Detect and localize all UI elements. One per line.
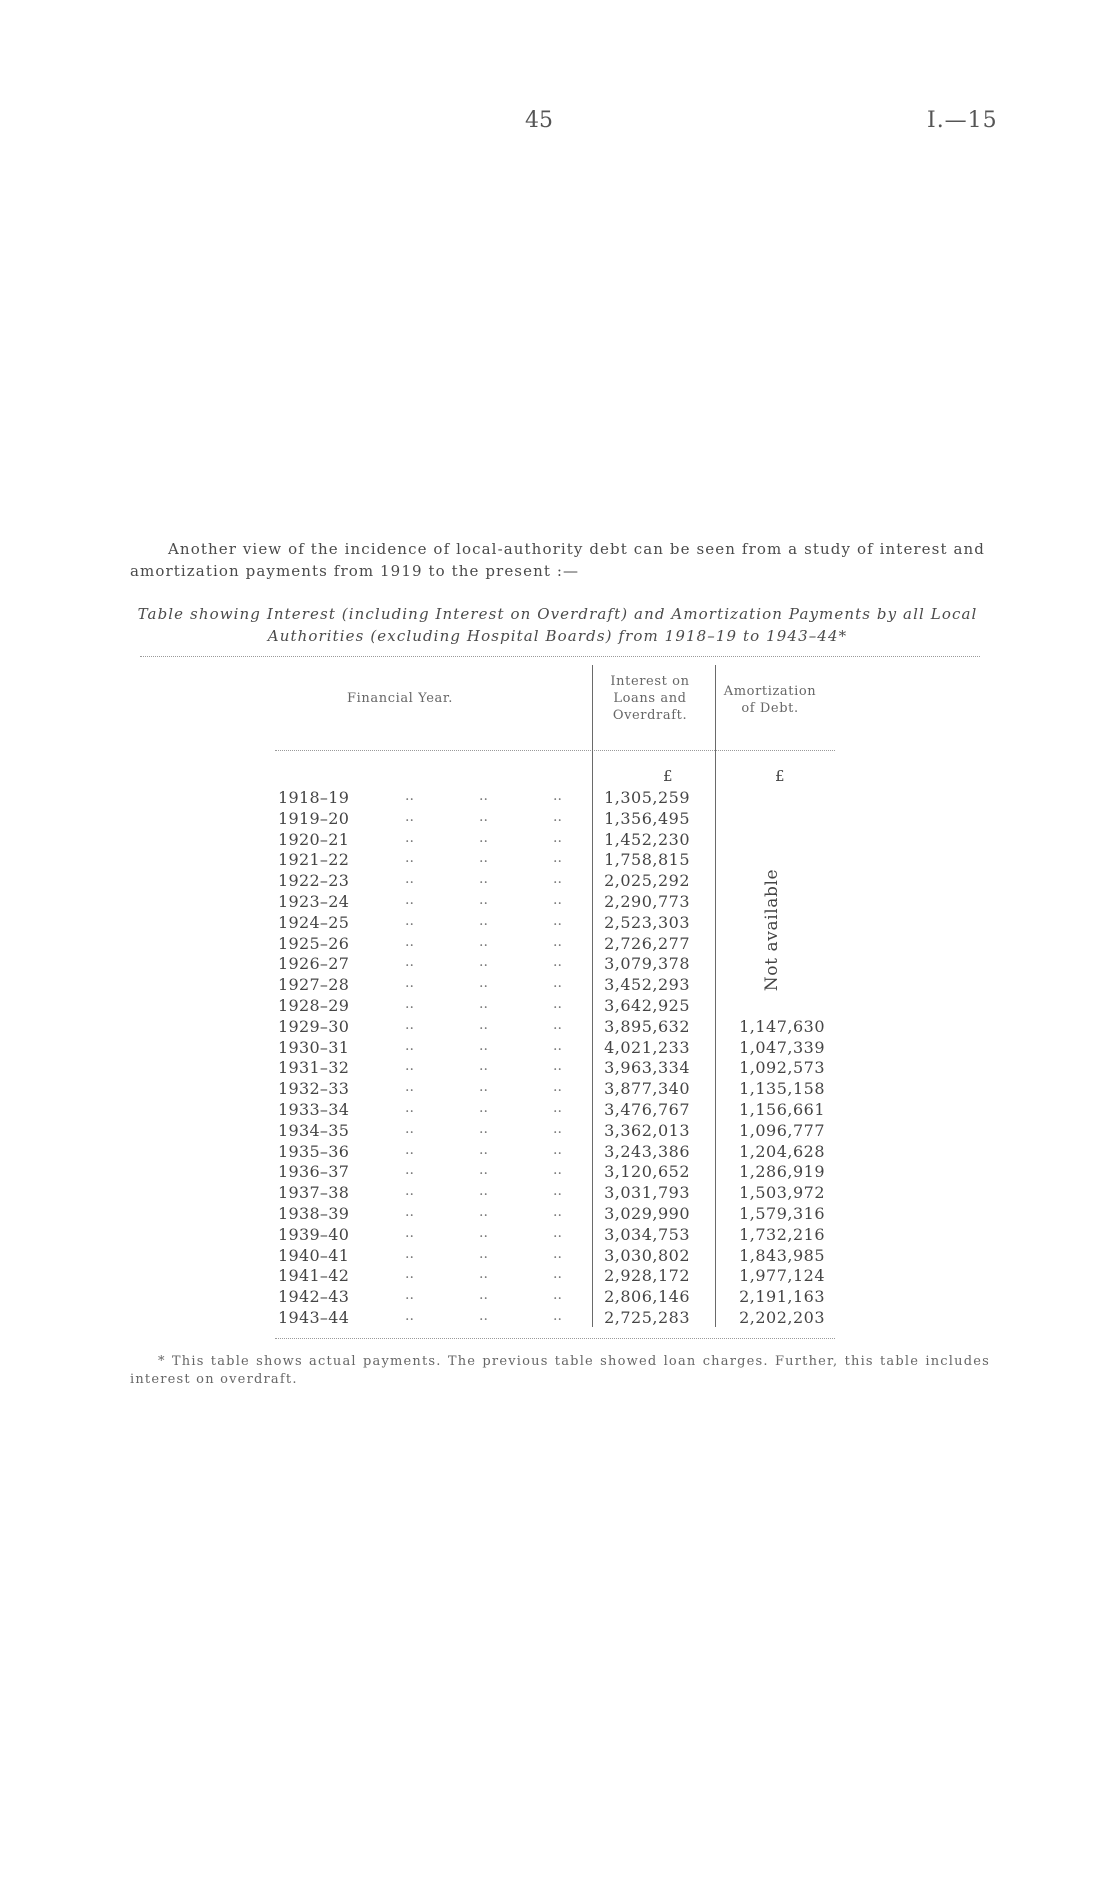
leader-dot-group: .. (553, 912, 562, 929)
leader-dot-group: .. (553, 1141, 562, 1158)
header-amortization-line-1: Amortization (723, 684, 817, 699)
footnote: * This table shows actual payments. The previous table showed loan charges. Further, this table includes interest on overdraft. (130, 1354, 990, 1387)
row-year: 1942–43 (278, 1287, 350, 1307)
leader-dot-group: .. (553, 954, 562, 971)
table-row (0, 1266, 1114, 1287)
leader-dot-group: .. (553, 1016, 562, 1033)
leader-dot-group: .. (553, 1245, 562, 1262)
row-interest-value: 1,356,495 (604, 808, 690, 828)
intro-paragraph: Another view of the incidence of local-authority debt can be seen from a study of interest and amortization payments from 1919 to the present :— (130, 540, 985, 580)
leader-dot-group: .. (405, 829, 414, 846)
leader-dot-group: .. (553, 1287, 562, 1304)
leader-dot-group: .. (405, 954, 414, 971)
table-row (0, 1246, 1114, 1267)
leader-dot-group: .. (479, 871, 488, 888)
row-year: 1929–30 (278, 1016, 350, 1036)
row-amortization-value: 1,147,630 (739, 1016, 825, 1036)
table-row (0, 1100, 1114, 1121)
header-amortization (710, 683, 830, 717)
table-row (0, 1038, 1114, 1059)
leader-dot-group: .. (405, 1287, 414, 1304)
table-row (0, 1162, 1114, 1183)
row-interest-value: 3,895,632 (604, 1016, 690, 1036)
table-bottom-rule (275, 1338, 835, 1339)
row-amortization-value: 1,977,124 (739, 1266, 825, 1286)
table-row (0, 809, 1114, 830)
leader-dot-group: .. (479, 1287, 488, 1304)
row-year: 1936–37 (278, 1162, 350, 1182)
row-amortization-value: 2,191,163 (739, 1287, 825, 1307)
table-row (0, 830, 1114, 851)
table-row (0, 1204, 1114, 1225)
table-row (0, 871, 1114, 892)
leader-dot-group: .. (479, 912, 488, 929)
row-year: 1940–41 (278, 1245, 350, 1265)
leader-dot-group: .. (479, 996, 488, 1012)
leader-dot-group: .. (553, 1079, 562, 1096)
leader-dot-group: .. (479, 1183, 488, 1200)
row-interest-value: 3,452,293 (604, 975, 690, 995)
row-interest-value: 2,290,773 (604, 892, 690, 911)
header-interest (600, 673, 700, 724)
leader-dot-group: .. (405, 808, 414, 825)
leader-dot-group: .. (553, 871, 562, 888)
row-year: 1922–23 (278, 871, 350, 891)
leader-dot-group: .. (405, 1266, 414, 1283)
table-row (0, 1058, 1114, 1079)
row-interest-value: 2,806,146 (604, 1287, 690, 1307)
row-year: 1925–26 (278, 933, 350, 953)
row-interest-value: 2,523,303 (604, 912, 690, 932)
leader-dot-group: .. (553, 933, 562, 950)
leader-dot-group: .. (553, 1058, 562, 1075)
leader-dot-group: .. (479, 1037, 488, 1054)
page-reference: I.—15 (927, 108, 998, 133)
leader-dot-group: .. (553, 1266, 562, 1283)
row-interest-value: 3,642,925 (604, 996, 690, 1015)
table-caption-line-2: Authorities (excluding Hospital Boards) from 1918–19 to 1943–44* (267, 627, 848, 645)
header-amortization-line-2: of Debt. (741, 701, 799, 716)
leader-dot-group: .. (479, 850, 488, 867)
row-amortization-value: 1,732,216 (739, 1224, 825, 1244)
leader-dot-group: .. (553, 1183, 562, 1200)
leader-dot-group: .. (479, 829, 488, 846)
leader-dot-group: .. (553, 1308, 562, 1324)
table-caption-line-1: Table showing Interest (including Interest on Overdraft) and Amortization Payments by all Local (137, 605, 978, 623)
table-row (0, 1079, 1114, 1100)
header-financial-year: Financial Year. (347, 691, 453, 706)
row-year: 1934–35 (278, 1120, 350, 1140)
leader-dot-group: .. (479, 1204, 488, 1220)
leader-dot-group: .. (405, 788, 414, 804)
leader-dot-group: .. (479, 788, 488, 804)
leader-dot-group: .. (405, 1224, 414, 1241)
row-interest-value: 3,120,652 (604, 1162, 690, 1182)
leader-dot-group: .. (405, 1100, 414, 1116)
header-bottom-rule (275, 750, 835, 751)
leader-dot-group: .. (479, 1266, 488, 1283)
row-amortization-value: 1,156,661 (739, 1100, 825, 1119)
row-interest-value: 3,243,386 (604, 1141, 690, 1161)
row-year: 1918–19 (278, 788, 350, 807)
row-year: 1919–20 (278, 808, 350, 828)
row-year: 1921–22 (278, 850, 350, 870)
leader-dot-group: .. (405, 1016, 414, 1033)
row-year: 1932–33 (278, 1079, 350, 1099)
row-amortization-value: 1,579,316 (739, 1204, 825, 1223)
leader-dot-group: .. (553, 1100, 562, 1116)
row-year: 1933–34 (278, 1100, 350, 1119)
leader-dot-group: .. (405, 1204, 414, 1220)
leader-dot-group: .. (479, 1100, 488, 1116)
leader-dot-group: .. (405, 892, 414, 908)
leader-dot-group: .. (553, 788, 562, 804)
row-interest-value: 4,021,233 (604, 1037, 690, 1057)
row-amortization-value: 1,503,972 (739, 1183, 825, 1203)
row-amortization-value: 1,096,777 (739, 1120, 825, 1140)
leader-dot-group: .. (479, 1141, 488, 1158)
table-row (0, 1121, 1114, 1142)
leader-dot-group: .. (405, 1037, 414, 1054)
row-year: 1931–32 (278, 1058, 350, 1078)
row-year: 1943–44 (278, 1308, 350, 1327)
leader-dot-group: .. (553, 975, 562, 992)
leader-dot-group: .. (405, 912, 414, 929)
leader-dot-group: .. (479, 892, 488, 908)
leader-dot-group: .. (479, 808, 488, 825)
row-amortization-value: 2,202,203 (739, 1308, 825, 1327)
table-row (0, 954, 1114, 975)
row-interest-value: 2,725,283 (604, 1308, 690, 1327)
row-interest-value: 3,029,990 (604, 1204, 690, 1223)
table-row (0, 996, 1114, 1017)
row-interest-value: 2,726,277 (604, 933, 690, 953)
table-row (0, 913, 1114, 934)
leader-dot-group: .. (405, 1120, 414, 1137)
table-row (0, 1308, 1114, 1329)
row-interest-value: 3,963,334 (604, 1058, 690, 1078)
leader-dot-group: .. (479, 954, 488, 971)
leader-dot-group: .. (479, 1245, 488, 1262)
leader-dot-group: .. (553, 1162, 562, 1179)
leader-dot-group: .. (553, 1204, 562, 1220)
row-interest-value: 2,928,172 (604, 1266, 690, 1286)
row-year: 1935–36 (278, 1141, 350, 1161)
row-amortization-value: 1,092,573 (739, 1058, 825, 1078)
table-row (0, 1287, 1114, 1308)
table-row (0, 934, 1114, 955)
leader-dot-group: .. (405, 871, 414, 888)
row-year: 1923–24 (278, 892, 350, 911)
leader-dot-group: .. (479, 1120, 488, 1137)
row-year: 1938–39 (278, 1204, 350, 1223)
row-interest-value: 3,079,378 (604, 954, 690, 974)
row-year: 1926–27 (278, 954, 350, 974)
leader-dot-group: .. (479, 1016, 488, 1033)
leader-dot-group: .. (553, 850, 562, 867)
table-row (0, 892, 1114, 913)
leader-dot-group: .. (405, 1079, 414, 1096)
row-amortization-value: 1,047,339 (739, 1037, 825, 1057)
leader-dot-group: .. (405, 1245, 414, 1262)
table-row (0, 1142, 1114, 1163)
leader-dot-group: .. (405, 933, 414, 950)
table-row (0, 850, 1114, 871)
leader-dot-group: .. (553, 892, 562, 908)
row-amortization-value: 1,843,985 (739, 1245, 825, 1265)
leader-dot-group: .. (553, 996, 562, 1012)
row-interest-value: 3,877,340 (604, 1079, 690, 1099)
table-row (0, 975, 1114, 996)
not-available-label: Not available (762, 868, 782, 992)
page-number: 45 (525, 108, 553, 133)
leader-dot-group: .. (553, 1120, 562, 1137)
table-row (0, 1225, 1114, 1246)
header-interest-line-2: Loans and (613, 691, 687, 706)
row-year: 1941–42 (278, 1266, 350, 1286)
row-interest-value: 1,452,230 (604, 829, 690, 849)
leader-dot-group: .. (553, 1224, 562, 1241)
table-row (0, 1183, 1114, 1204)
leader-dot-group: .. (553, 1037, 562, 1054)
leader-dot-group: .. (479, 1224, 488, 1241)
leader-dot-group: .. (405, 1308, 414, 1324)
unit-interest: £ (663, 767, 673, 785)
leader-dot-group: .. (479, 1058, 488, 1075)
leader-dot-group: .. (405, 1058, 414, 1075)
leader-dot-group: .. (553, 829, 562, 846)
leader-dot-group: .. (479, 1162, 488, 1179)
row-year: 1939–40 (278, 1224, 350, 1244)
unit-amortization: £ (775, 767, 785, 785)
row-interest-value: 1,305,259 (604, 788, 690, 807)
leader-dot-group: .. (405, 996, 414, 1012)
table-top-rule (140, 656, 980, 657)
row-amortization-value: 1,204,628 (739, 1141, 825, 1161)
leader-dot-group: .. (405, 1162, 414, 1179)
leader-dot-group: .. (553, 808, 562, 825)
row-interest-value: 3,030,802 (604, 1245, 690, 1265)
row-year: 1937–38 (278, 1183, 350, 1203)
row-year: 1928–29 (278, 996, 350, 1015)
row-interest-value: 3,476,767 (604, 1100, 690, 1119)
leader-dot-group: .. (405, 1183, 414, 1200)
row-interest-value: 3,031,793 (604, 1183, 690, 1203)
row-year: 1927–28 (278, 975, 350, 995)
header-interest-line-3: Overdraft. (612, 708, 688, 723)
row-amortization-value: 1,286,919 (739, 1162, 825, 1182)
leader-dot-group: .. (479, 933, 488, 950)
row-year: 1930–31 (278, 1037, 350, 1057)
row-interest-value: 1,758,815 (604, 850, 690, 870)
leader-dot-group: .. (479, 975, 488, 992)
table-caption (125, 603, 990, 647)
row-interest-value: 2,025,292 (604, 871, 690, 891)
row-year: 1924–25 (278, 912, 350, 932)
header-interest-line-1: Interest on (610, 674, 690, 689)
row-interest-value: 3,034,753 (604, 1224, 690, 1244)
row-interest-value: 3,362,013 (604, 1120, 690, 1140)
leader-dot-group: .. (405, 1141, 414, 1158)
leader-dot-group: .. (479, 1079, 488, 1096)
table-row (0, 1017, 1114, 1038)
leader-dot-group: .. (479, 1308, 488, 1324)
leader-dot-group: .. (405, 975, 414, 992)
leader-dot-group: .. (405, 850, 414, 867)
row-year: 1920–21 (278, 829, 350, 849)
row-amortization-value: 1,135,158 (739, 1079, 825, 1099)
table-row (0, 788, 1114, 809)
